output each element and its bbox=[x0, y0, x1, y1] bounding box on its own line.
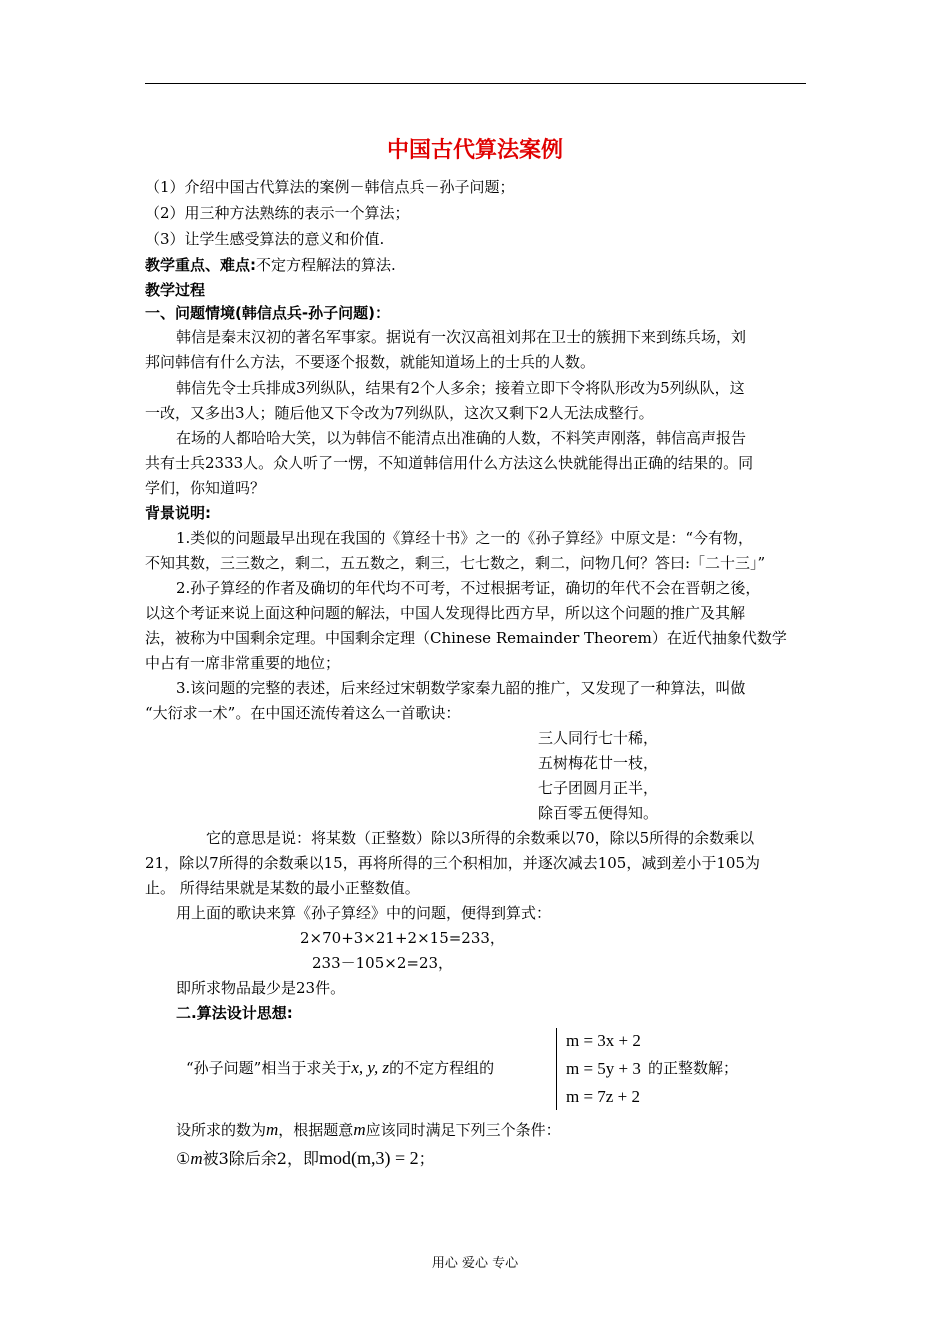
meaning-line: 它的意思是说：将某数（正整数）除以3所得的余数乘以70，除以5所得的余数乘以 bbox=[206, 829, 755, 847]
story-line: 在场的人都哈哈大笑，以为韩信不能清点出准确的人数，不料笑声刚落，韩信高声报告 bbox=[176, 429, 747, 447]
sunzi-line bbox=[186, 1058, 494, 1078]
sunzi-suffix: 的正整数解； bbox=[648, 1059, 739, 1077]
result-line: 即所求物品最少是23件。 bbox=[176, 979, 346, 997]
var-m: m bbox=[266, 1120, 279, 1139]
story-line: 邦问韩信有什么方法，不要逐个报数，就能知道场上的士兵的人数。 bbox=[145, 353, 596, 371]
background-line: “大衍求一术”。在中国还流传着这么一首歌诀： bbox=[145, 704, 461, 722]
background-line: 以这个考证来说上面这种问题的解法，中国人发现得比西方早，所以这个问题的推广及其解 bbox=[145, 604, 746, 622]
background-heading: 背景说明: bbox=[145, 504, 211, 522]
condition-formula: mod(m,3) = 2 bbox=[319, 1148, 419, 1168]
equation-1: m = 3x + 2 bbox=[566, 1031, 641, 1050]
header-rule bbox=[145, 83, 806, 84]
poem-line: 七子团圆月正半， bbox=[538, 779, 659, 797]
poem-line: 三人同行七十稀， bbox=[538, 729, 659, 747]
sunzi-mid: 的不定方程组的 bbox=[389, 1059, 495, 1077]
section2-heading: 二.算法设计思想: bbox=[176, 1004, 293, 1022]
meaning-line: 止。 所得结果就是某数的最小正整数值。 bbox=[145, 879, 420, 897]
section1-heading: 一、问题情境(韩信点兵-孙子问题)： bbox=[145, 304, 390, 322]
story-line: 韩信是秦末汉初的著名军事家。据说有一次汉高祖刘邦在卫士的簇拥下来到练兵场，刘 bbox=[176, 328, 747, 346]
page-title: 中国古代算法案例 bbox=[386, 138, 563, 163]
sunzi-prefix: “孙子问题”相当于求关于 bbox=[186, 1059, 352, 1077]
poem-line: 除百零五便得知。 bbox=[538, 804, 659, 822]
objective-2: （2）用三种方法熟练的表示一个算法； bbox=[145, 204, 410, 222]
story-line: 学们，你知道吗？ bbox=[145, 479, 266, 497]
calc-line-1: 2×70+3×21+2×15=233， bbox=[300, 929, 505, 947]
condition-text: 被3除后余2，即 bbox=[202, 1149, 319, 1168]
background-line: 不知其数，三三数之，剩二，五五数之，剩三，七七数之，剩二，问物几何？答曰:「二十三」” bbox=[145, 554, 766, 572]
key-points-line bbox=[145, 255, 396, 275]
background-line: 2.孙子算经的作者及确切的年代均不可考，不过根据考证，确切的年代不会在晋朝之後， bbox=[176, 579, 761, 597]
objective-3: （3）让学生感受算法的意义和价值. bbox=[145, 230, 385, 248]
apply-line: 用上面的歌诀来算《孙子算经》中的问题，便得到算式： bbox=[176, 904, 552, 922]
equation-brace bbox=[556, 1028, 565, 1110]
suppose-c: 应该同时满足下列三个条件： bbox=[365, 1121, 561, 1139]
page-footer: 用心 爱心 专心 bbox=[431, 1256, 519, 1271]
var-m: m bbox=[353, 1120, 366, 1139]
sunzi-variables: x, y, z bbox=[351, 1058, 390, 1077]
key-points-text: 不定方程解法的算法. bbox=[256, 256, 396, 274]
background-line: 法，被称为中国剩余定理。中国剩余定理（Chinese Remainder Theorem）在近代抽象代数学 bbox=[145, 629, 787, 647]
story-line: 共有士兵2333人。众人听了一愣，不知道韩信用什么方法这么快就能得出正确的结果的。同 bbox=[145, 454, 754, 472]
process-heading: 教学过程 bbox=[145, 281, 206, 299]
suppose-a: 设所求的数为 bbox=[176, 1121, 267, 1139]
background-line: 1.类似的问题最早出现在我国的《算经十书》之一的《孙子算经》中原文是：“今有物， bbox=[176, 529, 753, 547]
equation-2: m = 5y + 3 bbox=[566, 1059, 641, 1078]
condition-line bbox=[176, 1148, 435, 1169]
suppose-b: ，根据题意 bbox=[278, 1121, 354, 1139]
story-line: 一改，又多出3人；随后他又下令改为7列纵队，这次又剩下2人无法成整行。 bbox=[145, 404, 654, 422]
var-m: m bbox=[190, 1149, 203, 1168]
story-line: 韩信先令士兵排成3列纵队，结果有2个人多余；接着立即下令将队形改为5列纵队，这 bbox=[176, 379, 745, 397]
suppose-line bbox=[176, 1120, 561, 1140]
calc-line-2: 233－105×2=23， bbox=[312, 954, 454, 972]
objective-1: （1）介绍中国古代算法的案例－韩信点兵－孙子问题； bbox=[145, 178, 515, 196]
condition-number: ① bbox=[176, 1149, 191, 1168]
background-line: 3.该问题的完整的表述，后来经过宋朝数学家秦九韶的推广，又发现了一种算法，叫做 bbox=[176, 679, 746, 697]
meaning-line: 21，除以7所得的余数乘以15，再将所得的三个积相加，并逐次减去105，减到差小于105为 bbox=[145, 854, 760, 872]
key-points-label: 教学重点、难点: bbox=[145, 256, 256, 274]
condition-end: ； bbox=[418, 1149, 435, 1168]
background-line: 中占有一席非常重要的地位； bbox=[145, 654, 341, 672]
poem-line: 五树梅花廿一枝， bbox=[538, 754, 659, 772]
equation-3: m = 7z + 2 bbox=[566, 1087, 640, 1106]
